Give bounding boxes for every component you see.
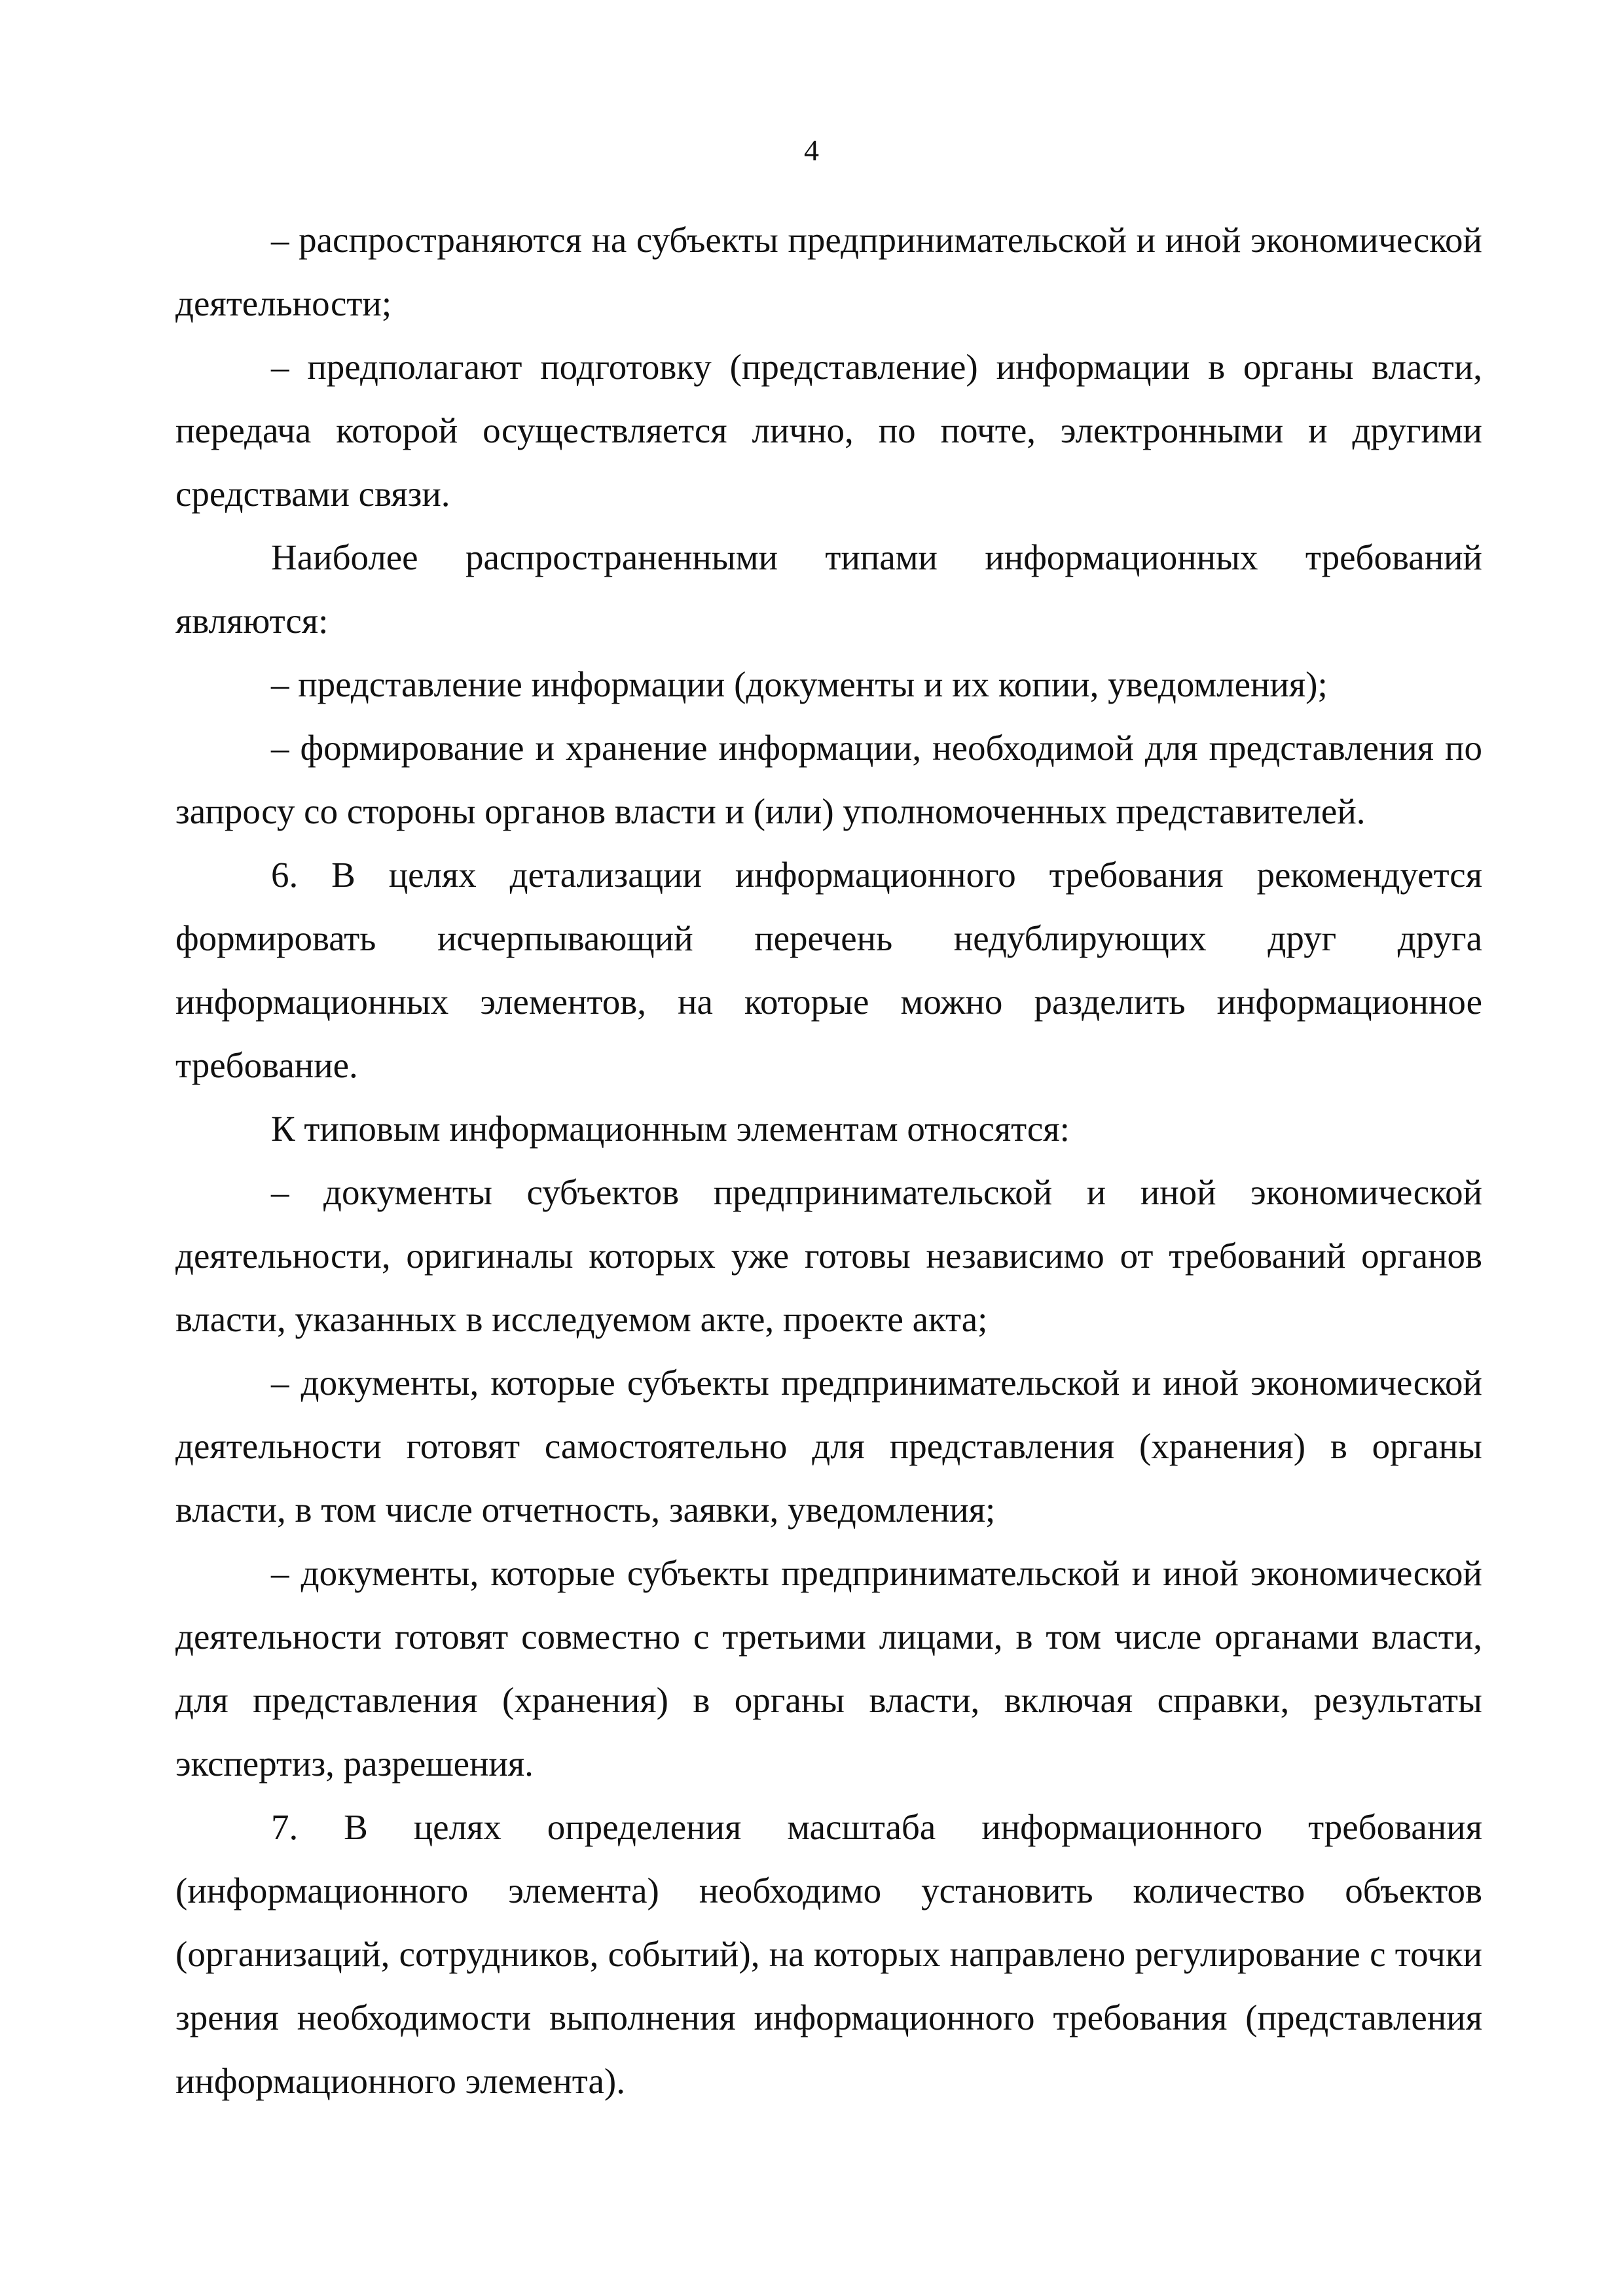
paragraph-5: – формирование и хранение информации, необходимой для представления по запросу со стороны органов власти и (или) уполномоченных представителей.: [175, 728, 1482, 831]
paragraph-9: – документы, которые субъекты предпринимательской и иной экономической деятельности готовят самостоятельно для представления (хранения) в органы власти, в том числе отчетность, заявки, уведомления;: [175, 1363, 1482, 1530]
page-number: 4: [804, 134, 819, 167]
paragraph-7: К типовым информационным элементам относятся:: [271, 1109, 1070, 1149]
paragraph-2: – предполагают подготовку (представление) информации в органы власти, передача которой осуществляется лично, по почте, электронными и другими средствами связи.: [175, 347, 1482, 514]
paragraph-1: – распространяются на субъекты предпринимательской и иной экономической деятельности;: [175, 220, 1482, 323]
paragraph-4: – представление информации (документы и их копии, уведомления);: [271, 664, 1328, 704]
paragraph-11: 7. В целях определения масштаба информационного требования (информационного элемента) необходимо установить количество объектов (организаций, сотрудников, событий), на которых направлено регулирование с точки зрения необходимости выполнения информационного требования (представления информационного элемента).: [175, 1807, 1482, 2101]
paragraph-10: – документы, которые субъекты предпринимательской и иной экономической деятельности готовят совместно с третьими лицами, в том числе органами власти, для представления (хранения) в органы власти, включая справки, результаты экспертиз, разрешения.: [175, 1553, 1482, 1784]
document-body: [175, 208, 1482, 2113]
paragraph-3: Наиболее распространенными типами информационных требований являются:: [175, 537, 1482, 641]
paragraph-8: – документы субъектов предпринимательской и иной экономической деятельности, оригиналы которых уже готовы независимо от требований органов власти, указанных в исследуемом акте, проекте акта;: [175, 1172, 1482, 1339]
paragraph-6: 6. В целях детализации информационного требования рекомендуется формировать исчерпывающий перечень недублирующих друг друга информационных элементов, на которые можно разделить информационное требование.: [175, 855, 1482, 1085]
